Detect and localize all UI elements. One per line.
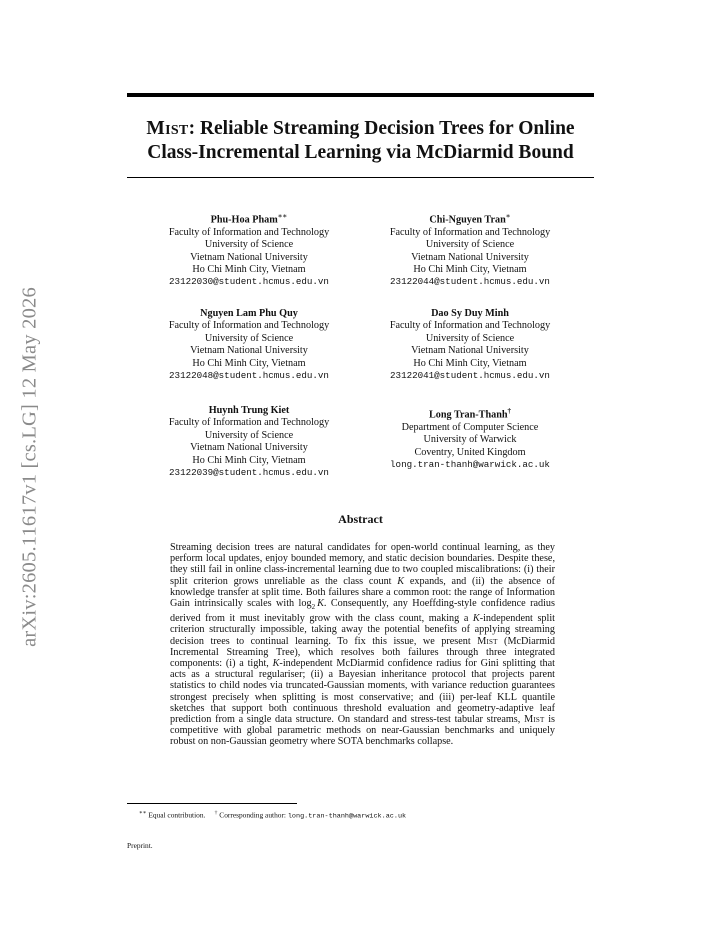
author-affiliation: Vietnam National University <box>190 442 308 454</box>
arxiv-stamp-text: arXiv:2605.11617v1 [cs.LG] 12 May 2026 <box>18 287 41 647</box>
abstract-heading: Abstract <box>338 512 383 526</box>
abstract-text: -independent split criterion structurally impossible, taking away the potential benefits of applying streaming decision trees to continual learning. To fix this issue, we present <box>170 613 555 647</box>
title-bottom-rule <box>127 177 594 178</box>
abstract-text: . Consequently, any Hoeffding-style confidence radius derived from it must inevitably grow with the class count, making a <box>170 598 555 625</box>
author-name: Phu-Hoa Pham <box>210 214 278 226</box>
footnote-mark: ∗∗ <box>139 810 147 816</box>
footnote <box>127 808 607 821</box>
author-name: Dao Sy Duy Minh <box>431 308 509 319</box>
abstract-text: expands, and (ii) the absence of knowledge transfer at split time. Both failures share a common root: the range of Information Gain intrinsically scales with <box>170 575 555 610</box>
math-log: log <box>298 598 312 610</box>
author-affiliation: University of Science <box>204 332 294 344</box>
author-affiliation: Ho Chi Minh City, Vietnam <box>192 264 306 276</box>
author-affiliation: University of Science <box>425 332 515 344</box>
author-block <box>355 210 585 289</box>
author-affiliation: Vietnam National University <box>411 345 529 357</box>
math-k: K <box>472 613 480 625</box>
footnote-text: Equal contribution. <box>148 810 206 820</box>
abstract-text: (McDiarmid Incremental Streaming Tree), which resolves both failures through three integrated components: (i) a tight, <box>170 635 555 670</box>
author-affiliation: University of Science <box>204 429 294 441</box>
math-log-base: 2 <box>311 603 316 612</box>
author-mark: † <box>507 407 512 415</box>
author-affiliation: Ho Chi Minh City, Vietnam <box>413 357 527 369</box>
math-k: K <box>272 658 280 670</box>
author-affiliation: Faculty of Information and Technology <box>389 320 551 332</box>
author-email: 23122030@student.hcmus.edu.vn <box>169 276 329 288</box>
author-block <box>355 308 585 382</box>
title-acronym: Mist <box>146 118 189 139</box>
title-top-rule <box>127 93 594 97</box>
author-affiliation: Ho Chi Minh City, Vietnam <box>413 264 527 276</box>
author-email: 23122039@student.hcmus.edu.vn <box>169 467 329 479</box>
author-email: long.tran-thanh@warwick.ac.uk <box>390 459 550 471</box>
footnote-email: long.tran-thanh@warwick.ac.uk <box>287 812 407 821</box>
author-affiliation: University of Science <box>425 239 515 251</box>
author-affiliation: Department of Computer Science <box>401 421 539 433</box>
method-name: Mist <box>477 635 498 647</box>
author-block <box>355 405 585 471</box>
author-affiliation: Ho Chi Minh City, Vietnam <box>192 454 306 466</box>
author-email: 23122044@student.hcmus.edu.vn <box>390 276 550 288</box>
method-name: Mist <box>524 714 545 726</box>
author-affiliation: University of Science <box>204 239 294 251</box>
abstract-text: -independent McDiarmid confidence radius for Gini splitting that acts as a structural regulariser; (ii) a Bayesian inheritance protocol that projects parent statistics to child nodes via truncated-Gaussian moments, with variance reduction guarantees strongest precisely when splitting is most conservative; and (iii) per-leaf KLL quantile sketches that support both continuous threshold evaluation and geometry-adaptive leaf prediction from a single data structure. On standard and stress-test tabular streams, <box>170 658 555 726</box>
author-mark: ∗∗ <box>277 212 288 220</box>
title-text: : Reliable Streaming Decision Trees for Online Class-Incremental Learning via McDiarmid Bound <box>147 118 575 163</box>
author-block <box>134 308 364 382</box>
author-affiliation: Vietnam National University <box>190 345 308 357</box>
author-affiliation: Vietnam National University <box>411 251 529 263</box>
footnote-text: Corresponding author: <box>219 810 288 820</box>
arxiv-stamp <box>10 260 50 674</box>
preprint-label: Preprint. <box>127 841 153 850</box>
author-email: 23122041@student.hcmus.edu.vn <box>390 370 550 382</box>
author-affiliation: University of Warwick <box>423 434 517 446</box>
author-name: Huynh Trung Kiet <box>208 405 290 416</box>
abstract-text: Streaming decision trees are natural candidates for open-world continual learning, as they perform local updates, enjoy bounded memory, and static decision boundaries. Despite these, they still fail in online class-incremental learning due to two coupled miscalibrations: (i) their split criterion grows unreliable as the class count <box>170 542 555 587</box>
math-k: K <box>397 575 405 587</box>
paper-title <box>127 117 594 165</box>
author-name: Nguyen Lam Phu Quy <box>200 308 298 319</box>
author-affiliation: Faculty of Information and Technology <box>168 226 330 238</box>
math-k: K <box>317 598 324 610</box>
author-affiliation: Faculty of Information and Technology <box>168 417 330 429</box>
author-block <box>134 210 364 289</box>
author-affiliation: Coventry, United Kingdom <box>414 446 526 458</box>
author-affiliation: Faculty of Information and Technology <box>389 226 551 238</box>
author-block <box>134 405 364 479</box>
author-affiliation: Ho Chi Minh City, Vietnam <box>192 357 306 369</box>
author-affiliation: Vietnam National University <box>190 251 308 263</box>
footnote-mark: † <box>214 810 218 816</box>
abstract-body <box>170 542 555 748</box>
author-name: Long Tran-Thanh <box>428 409 508 421</box>
author-affiliation: Faculty of Information and Technology <box>168 320 330 332</box>
footnote-rule <box>127 803 297 804</box>
author-email: 23122048@student.hcmus.edu.vn <box>169 370 329 382</box>
author-name: Chi-Nguyen Tran <box>429 214 506 226</box>
author-mark: ∗ <box>505 212 511 220</box>
abstract-text: is competitive with global parametric methods on near-Gaussian benchmarks and uniquely robust on non-Gaussian geometry where SOTA benchmarks collapse. <box>170 714 555 748</box>
